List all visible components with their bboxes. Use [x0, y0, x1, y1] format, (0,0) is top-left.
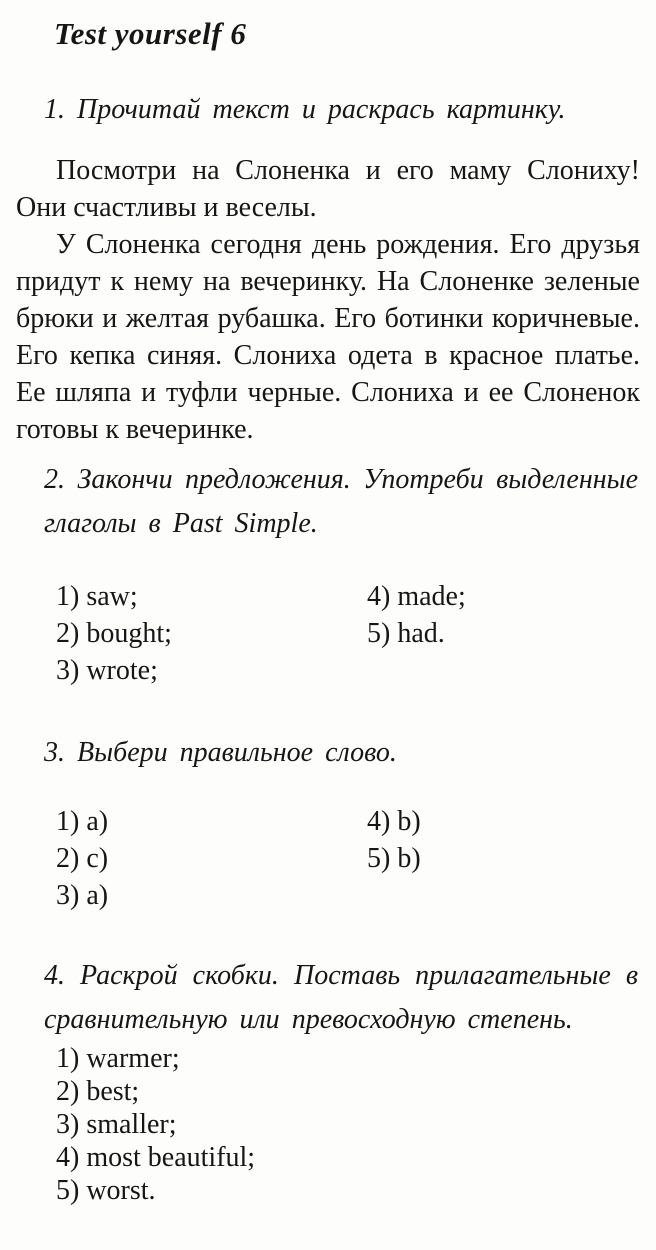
answer-item: 5) had.	[367, 618, 445, 649]
answer-item: 4) b)	[367, 806, 421, 837]
section-2-answers	[16, 578, 640, 689]
section-4-comparatives	[16, 954, 640, 1207]
section-3-answers	[16, 803, 640, 914]
answer-item: 3) a)	[56, 880, 109, 911]
answer-item: 2) bought;	[56, 618, 172, 649]
answer-item: 5) b)	[367, 843, 421, 874]
section-2-past-simple	[16, 458, 640, 689]
answer-item: 1) a)	[56, 806, 109, 837]
answers-single-column	[56, 1042, 255, 1207]
section-3-heading: 3. Выбери правильное слово.	[44, 737, 397, 768]
section-1-heading: 1. Прочитай текст и раскрась картинку.	[44, 94, 566, 125]
section-3-choose-word	[16, 731, 640, 914]
answer-item: 3) smaller;	[56, 1109, 177, 1140]
answer-item: 2) c)	[56, 843, 109, 874]
answer-item: 5) worst.	[56, 1175, 156, 1206]
section-4-heading: 4. Раскрой скобки. Поставь прилагательные в сравнительную или превосходную степень.	[44, 960, 638, 1035]
page-title: Test yourself 6	[54, 16, 247, 51]
answer-item: 4) most beautiful;	[56, 1142, 256, 1173]
answers-right-column	[367, 803, 640, 914]
paragraph: У Слоненка сегодня день рождения. Его друзья придут к нему на вечеринку. На Слоненке зеленые брюки и желтая рубашка. Его ботинки коричневые. Его кепка синяя. Слониха одета в красное платье. Ее шляпа и туфли черные. Слониха и ее Слоненок готовы к вечеринке.	[16, 229, 640, 445]
answer-item: 2) best;	[56, 1076, 140, 1107]
answers-right-column	[367, 578, 640, 689]
answer-item: 1) warmer;	[56, 1043, 180, 1074]
answers-left-column	[56, 803, 367, 914]
section-2-heading: 2. Закончи предложения. Употреби выделенные глаголы в Past Simple.	[44, 464, 638, 539]
section-1-read-text	[16, 88, 640, 448]
answer-item: 1) saw;	[56, 581, 138, 612]
section-4-answers	[16, 1042, 640, 1207]
answer-item: 3) wrote;	[56, 655, 158, 686]
answer-item: 4) made;	[367, 581, 466, 612]
answers-left-column	[56, 578, 367, 689]
paragraph: Посмотри на Слоненка и его маму Слониху! Они счастливы и веселы.	[16, 155, 640, 223]
